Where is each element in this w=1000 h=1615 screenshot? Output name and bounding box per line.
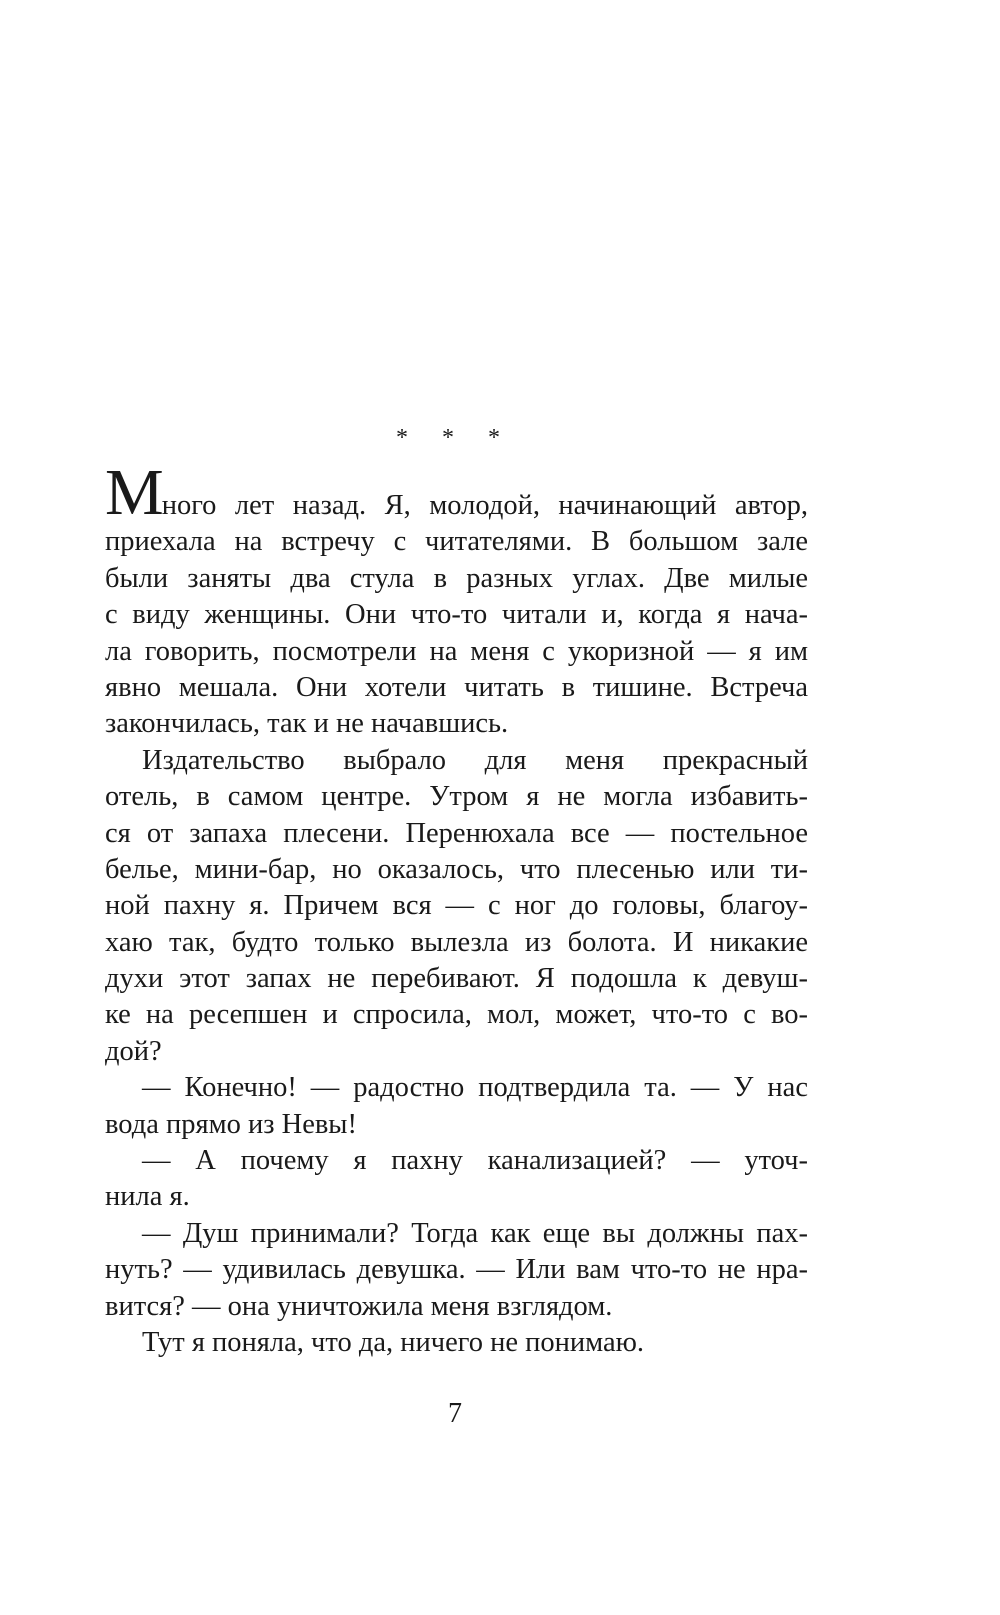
text-line (105, 1289, 808, 1325)
text-line (105, 1252, 808, 1288)
line-text: хаю так, будто только вылезла из болота. И никакие (105, 926, 808, 958)
line-text: вится? — она уничтожила меня взглядом. (105, 1290, 613, 1322)
line-text: — Конечно! — радостно подтвердила та. — У нас (142, 1072, 808, 1104)
text-line (105, 1034, 808, 1070)
line-text: Тут я поняла, что да, ничего не понимаю. (142, 1326, 645, 1358)
line-text: — Душ принимали? Тогда как еще вы должны пах- (142, 1217, 808, 1249)
text-line (105, 743, 808, 779)
text-line (105, 888, 808, 924)
line-text: нила я. (105, 1181, 190, 1213)
text-line (105, 1216, 808, 1252)
line-text: закончилась, так и не начавшись. (105, 708, 509, 740)
line-text: явно мешала. Они хотели читать в тишине. Встреча (105, 671, 808, 703)
text-line (105, 524, 808, 560)
text-line (105, 561, 808, 597)
line-text: нуть? — удивилась девушка. — Или вам что-то не нра- (105, 1254, 808, 1286)
text-line (105, 852, 808, 888)
text-line (105, 634, 808, 670)
body-text (105, 456, 808, 1361)
line-text: Издательство выбрало для меня прекрасный (142, 744, 808, 776)
line-text: ного лет назад. Я, молодой, начинающий автор, (161, 490, 808, 521)
text-line (105, 706, 808, 742)
line-text: вода прямо из Невы! (105, 1108, 357, 1140)
text-line (105, 597, 808, 633)
line-text: отель, в самом центре. Утром я не могла избавить- (105, 781, 808, 813)
text-line (105, 997, 808, 1033)
line-text: были заняты два стула в разных углах. Две милые (105, 562, 808, 594)
text-line (105, 961, 808, 997)
text-line (105, 1070, 808, 1106)
line-text: ся от запаха плесени. Перенюхала все — постельное (105, 817, 808, 849)
drop-cap: М (105, 456, 162, 529)
page-number: 7 (448, 1398, 462, 1429)
text-line (105, 1325, 808, 1361)
line-text: с виду женщины. Они что-то читали и, когда я нача- (105, 599, 808, 631)
line-text: белье, мини-бар, но оказалось, что плесенью или ти- (105, 853, 808, 885)
text-line (105, 456, 808, 529)
text-line (105, 779, 808, 815)
section-separator: * * * (396, 425, 514, 451)
line-text: ной пахну я. Причем вся — с ног до головы, благоу- (105, 890, 808, 922)
text-line (105, 1107, 808, 1143)
line-text: духи этот запах не перебивают. Я подошла к девуш- (105, 963, 808, 995)
text-line (105, 1179, 808, 1215)
text-line (105, 925, 808, 961)
line-text: — А почему я пахну канализацией? — уточ- (142, 1145, 808, 1177)
line-text: ла говорить, посмотрели на меня с укоризной — я им (105, 635, 808, 667)
line-text: ке на ресепшен и спросила, мол, может, что-то с во- (105, 999, 808, 1031)
line-text: дой? (105, 1035, 162, 1067)
text-line (105, 1143, 808, 1179)
text-line (105, 816, 808, 852)
text-line (105, 670, 808, 706)
line-text: приехала на встречу с читателями. В большом зале (105, 526, 808, 558)
